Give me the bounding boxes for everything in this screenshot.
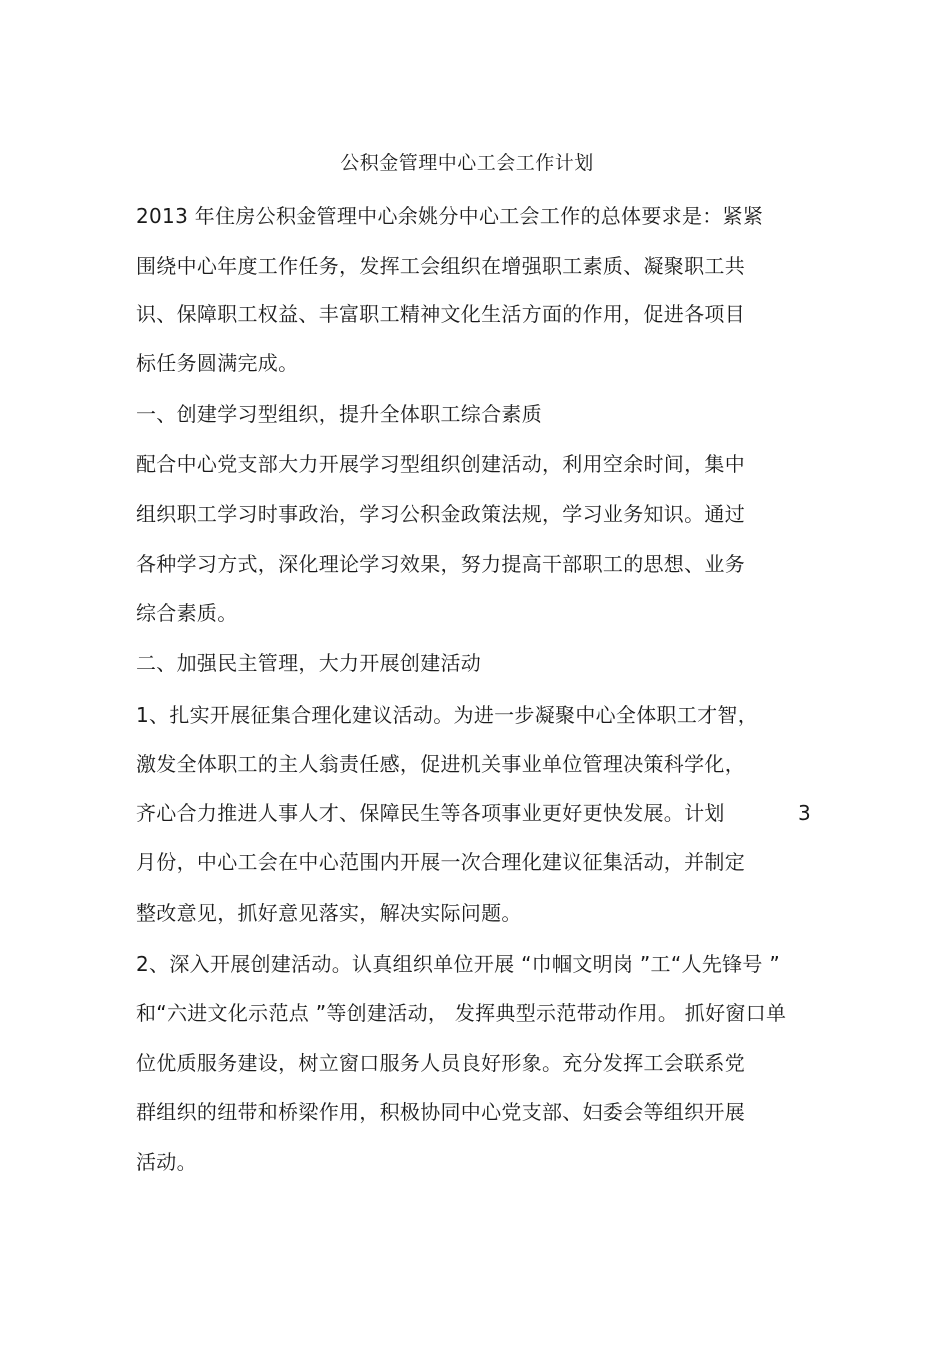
document-title: 公积金管理中心工会工作计划: [340, 152, 594, 174]
text-line: 配合中心党支部大力开展学习型组织创建活动，利用空余时间，集中: [136, 452, 745, 476]
text-line: 位优质服务建设，树立窗口服务人员良好形象。充分发挥工会联系党: [136, 1051, 745, 1075]
section-heading: 二、加强民主管理，大力开展创建活动: [136, 651, 482, 675]
text-line: 活动。: [136, 1150, 197, 1174]
section-heading: 一、创建学习型组织，提升全体职工综合素质: [136, 402, 542, 426]
text-line: 2、深入开展创建活动。认真组织单位开展 “巾帼文明岗 ”工“人先锋号 ”: [136, 952, 781, 976]
text-line: 组织职工学习时事政治，学习公积金政策法规，学习业务知识。通过: [136, 502, 745, 526]
text-line: 标任务圆满完成。: [136, 351, 299, 375]
text-line: 月份，中心工会在中心范围内开展一次合理化建议征集活动，并制定: [136, 850, 745, 874]
text-line: 激发全体职工的主人翁责任感，促进机关事业单位管理决策科学化，: [136, 752, 745, 776]
text-line: 围绕中心年度工作任务，发挥工会组织在增强职工素质、凝聚职工共: [136, 254, 745, 278]
text-line: 1、扎实开展征集合理化建议活动。为进一步凝聚中心全体职工才智，: [136, 703, 759, 727]
text-line: 各种学习方式，深化理论学习效果，努力提高干部职工的思想、业务: [136, 552, 745, 576]
text-line: 整改意见，抓好意见落实，解决实际问题。: [136, 901, 522, 925]
text-line: 综合素质。: [136, 601, 238, 625]
text-line: 和“六进文化示范点 ”等创建活动， 发挥典型示范带动作用。 抓好窗口单: [136, 1001, 787, 1025]
page-number: 3: [798, 801, 811, 825]
text-line: 群组织的纽带和桥梁作用，积极协同中心党支部、妇委会等组织开展: [136, 1100, 745, 1124]
text-line: 识、保障职工权益、丰富职工精神文化生活方面的作用，促进各项目: [136, 302, 745, 326]
text-line: 齐心合力推进人事人才、保障民生等各项事业更好更快发展。计划: [136, 801, 725, 825]
text-line: 2013 年住房公积金管理中心余姚分中心工会工作的总体要求是：紧紧: [136, 204, 764, 228]
